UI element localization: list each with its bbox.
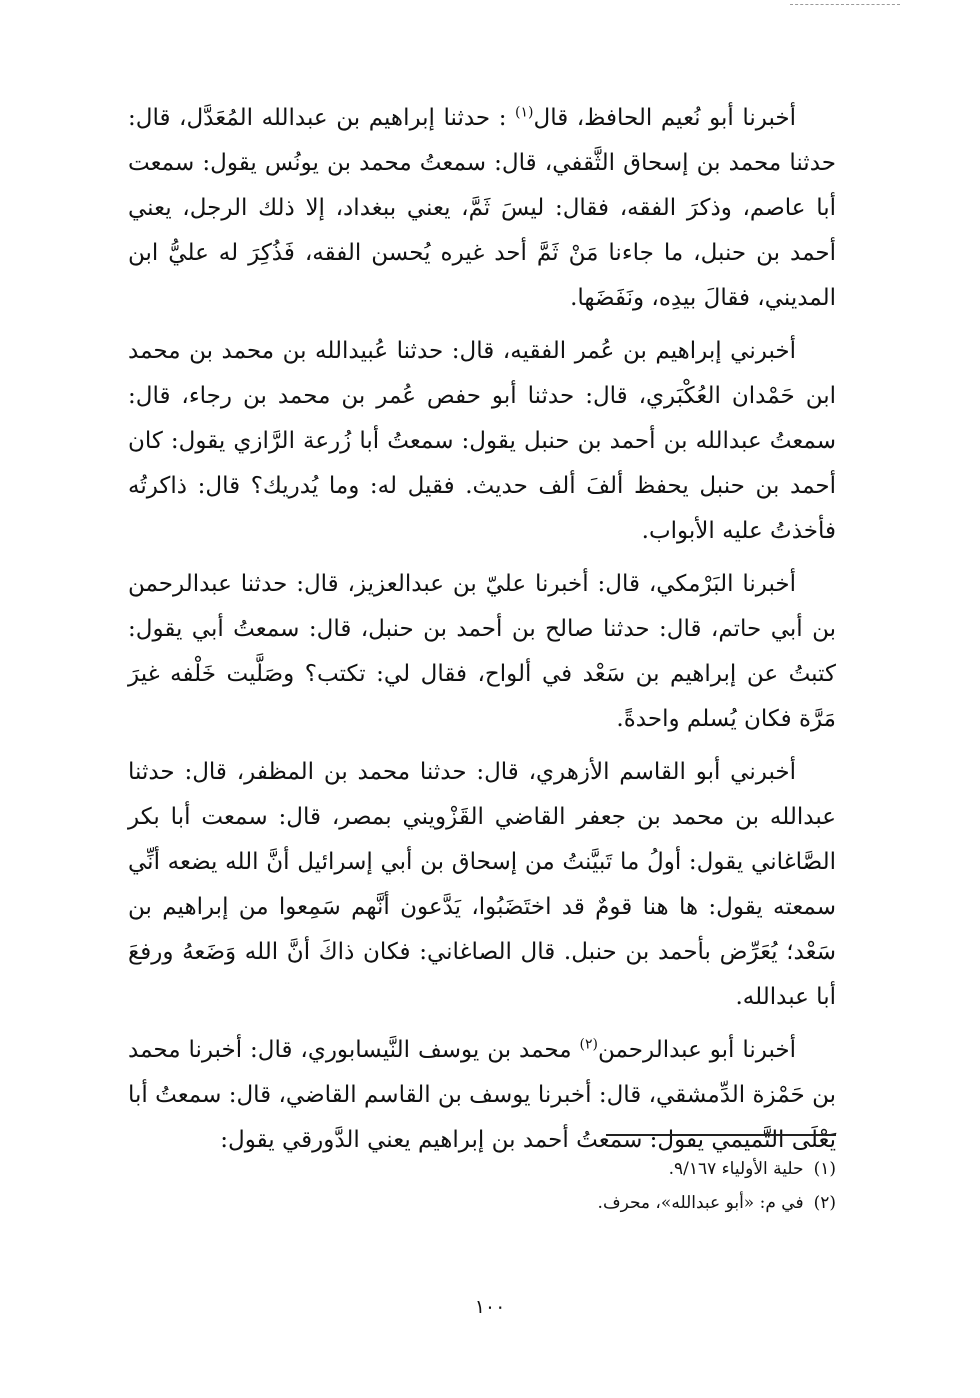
- paragraph-1: أخبرنا أبو نُعيم الحافظ، قال$^{(١)}$ : حدثنا إبراهيم بن عبدالله المُعَدَّل، قال: حدثنا محمد بن إسحاق الثَّقفي، قال: سمعتُ محمد بن يونُس يقول: سمعت أبا عاصم، وذكرَ الفقه، فقال: ليسَ ثَمَّ، يعني ببغداد، إلا ذلك الرجل، يعني أحمد بن حنبل، ما جاءنا مَنْ ثَمَّ أحد غيره يُحسن الفقه، فَذُكِرَ له عليُّ ابن المديني، فقالَ بيدِه، ونَفَضَها.: [128, 104, 836, 311]
- footnote-separator: [606, 1134, 836, 1136]
- main-text: [128, 96, 836, 1171]
- footnote-1: [140, 1152, 836, 1186]
- paragraph-2: أخبرني إبراهيم بن عُمر الفقيه، قال: حدثنا عُبيدالله بن محمد بن محمد ابن حَمْدان العُكْبَري، قال: حدثنا أبو حفص عُمر بن محمد بن رجاء، قال: سمعتُ عبدالله بن أحمد بن حنبل يقول: سمعتُ أبا زُرعة الرَّازي يقول: كان أحمد بن حنبل يحفظ ألفَ ألف حديث. فقيل له: وما يُدريك؟ قال: ذاكرتُه فأخذتُ عليه الأبواب.: [128, 338, 836, 544]
- footnote-ref-2: (٢): [579, 1036, 598, 1053]
- paragraph-3: أخبرنا البَرْمكي، قال: أخبرنا عليّ بن عبدالعزيز، قال: حدثنا عبدالرحمن بن أبي حاتم، قال: حدثنا صالح بن أحمد بن حنبل، قال: سمعتُ أبي يقول: كتبتُ عن إبراهيم بن سَعْد في ألواح، فقال لي: تكتب؟ وصَلَّيت خَلْفه غيرَ مَرَّة فكان يُسلم واحدةً.: [128, 571, 836, 732]
- paragraph-5: أخبرنا أبو عبدالرحمن$^{(٢)}$ محمد بن يوسف النَّيسابوري، قال: أخبرنا محمد بن حَمْزة الدِّمشقي، قال: أخبرنا يوسف بن القاسم القاضي، قال: سمعتُ أبا يَعْلَى التَّميمي يقول: سمعتُ أحمد بن إبراهيم يعني الدَّورقي يقول:: [128, 1036, 836, 1153]
- footnote-2: [140, 1186, 836, 1220]
- footnote-number: (٢): [813, 1193, 836, 1213]
- footnote-ref-1: (١): [515, 104, 534, 121]
- footnote-number: (١): [813, 1159, 836, 1179]
- footnote-text: في م: «أبو عبدالله»، محرف.: [597, 1193, 804, 1213]
- scan-edge-mark: [790, 4, 900, 5]
- paragraph-4: أخبرني أبو القاسم الأزهري، قال: حدثنا محمد بن المظفر، قال: حدثنا عبدالله بن محمد بن جعفر القاضي القَزْويني بمصر، قال: سمعت أبا بكر الصَّاغاني يقول: أولُ ما تَبيَّنتُ من إسحاق بن أبي إسرائيل أنَّ الله يضعه أنِّي سمعته يقول: ها هنا قومٌ قد اختَضَبُوا، يَدَّعون أنَّهم سَمِعوا من إبراهيم بن سَعْد؛ يُعَرِّض بأحمد بن حنبل. قال الصاغاني: فكان ذاكَ أنَّ الله وَضَعهُ ورفعَ أبا عبدالله.: [128, 759, 836, 1010]
- footnotes: [140, 1152, 836, 1220]
- footnote-text: حلية الأولياء ٩/١٦٧.: [668, 1159, 804, 1179]
- page-number: ١٠٠: [474, 1296, 506, 1318]
